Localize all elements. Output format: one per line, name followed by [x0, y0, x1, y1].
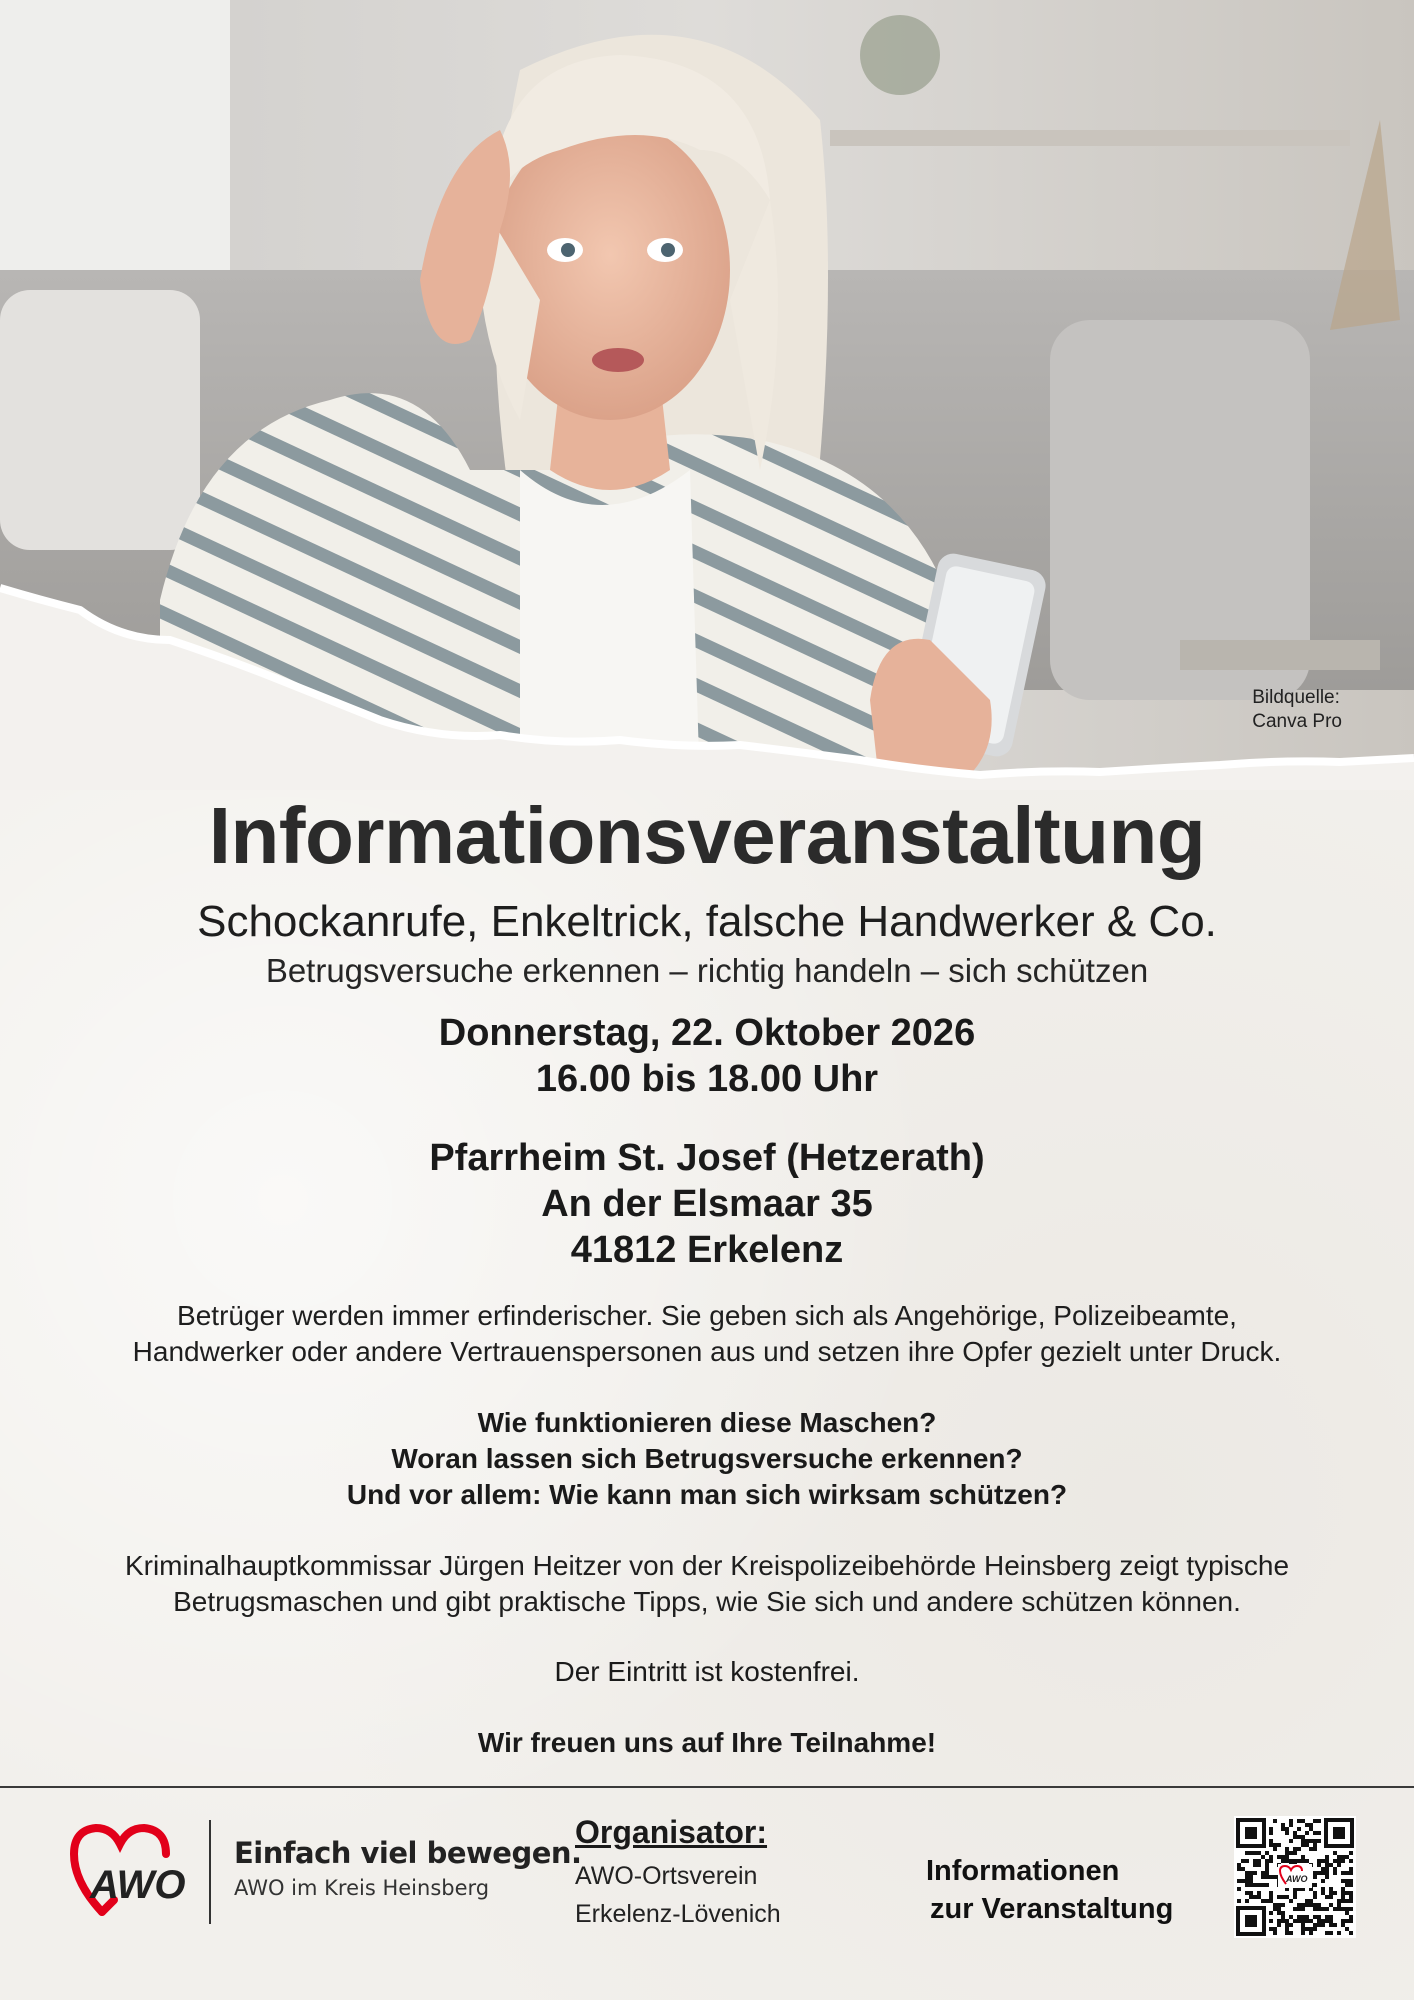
venue-street: An der Elsmaar 35 — [541, 1183, 873, 1225]
qr-logo-text: AWO — [1286, 1874, 1308, 1884]
questions — [0, 1405, 1414, 1513]
organizer-line: Erkelenz-Lövenich — [575, 1900, 781, 1928]
organizer-line: AWO-Ortsverein — [575, 1862, 758, 1890]
venue-city: 41812 Erkelenz — [570, 1229, 844, 1271]
info-label: Informationen zur Veranstaltung — [926, 1855, 1174, 1925]
photo-credit: Bildquelle: Canva Pro — [1252, 687, 1342, 732]
event-time: 16.00 bis 18.00 Uhr — [535, 1058, 879, 1100]
organizer-heading: Organisator: — [575, 1814, 768, 1850]
hero-photo — [0, 0, 1414, 790]
question: Wie funktionieren diese Maschen? — [477, 1407, 937, 1438]
awo-logo — [68, 1820, 202, 1920]
question: Und vor allem: Wie kann man sich wirksam schützen? — [346, 1479, 1068, 1510]
speaker-text: Kriminalhauptkommissar Jürgen Heitzer von der Kreispolizeibehörde Heinsberg zeigt typische Betrugsmaschen und gibt praktische Tipps, wie Sie sich und andere schützen können. — [124, 1550, 1290, 1617]
closing-note: Wir freuen uns auf Ihre Teilnahme! — [477, 1727, 937, 1758]
question: Woran lassen sich Betrugsversuche erkennen? — [391, 1443, 1023, 1474]
qr-code[interactable] — [1234, 1816, 1356, 1938]
event-datetime — [0, 1010, 1414, 1102]
venue-name: Pfarrheim St. Josef (Hetzerath) — [429, 1137, 985, 1179]
awo-logo-text: AWO — [90, 1863, 186, 1907]
tagline: Betrugsversuche erkennen – richtig handeln – sich schützen — [265, 952, 1149, 989]
intro-text: Betrüger werden immer erfinderischer. Sie geben sich als Angehörige, Polizeibeamte, Handwerker oder andere Vertrauenspersonen aus und setzen ihre Opfer gezielt unter Druck. — [132, 1300, 1282, 1367]
subtitle: Schockanrufe, Enkeltrick, falsche Handwerker & Co. — [197, 897, 1217, 946]
event-date: Donnerstag, 22. Oktober 2026 — [438, 1012, 976, 1054]
entry-note: Der Eintritt ist kostenfrei. — [554, 1656, 860, 1687]
venue — [0, 1135, 1414, 1273]
slogan: Einfach viel bewegen. — [234, 1836, 582, 1870]
slogan-sub: AWO im Kreis Heinsberg — [234, 1876, 490, 1900]
page-title: Informationsveranstaltung — [208, 791, 1206, 880]
logo-separator — [209, 1820, 211, 1924]
